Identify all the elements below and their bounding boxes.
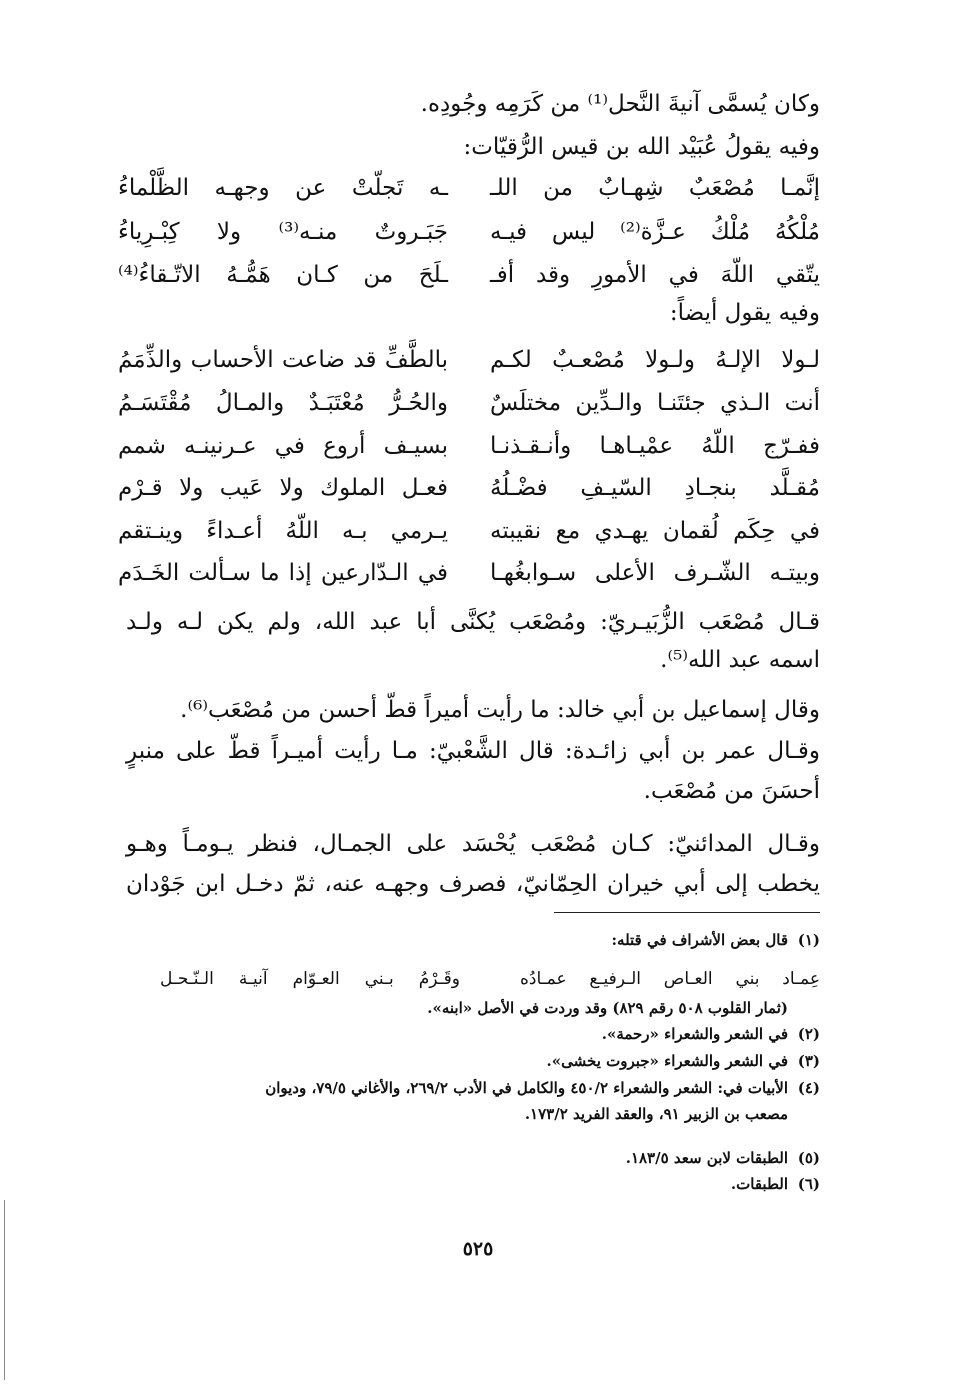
para-umar-line-1: وقـال عمر بن أبي زائـدة: قال الشَّعْبيّ: مـا رأيت أميـراً قطّ على منبرٍ — [126, 738, 820, 764]
footnote-number: (٥) — [797, 1149, 820, 1167]
footnote-text: الطبقات. — [730, 1175, 788, 1193]
footnote-5 — [626, 1146, 820, 1170]
para-madaini-line-2: يخطب إلى أبي خيران الحِمّانيّ، فصرف وجهـه عنه، ثمّ دخـل ابن جَوْدان — [126, 871, 820, 897]
verse-first-hemistich: لـولا الإلـهُ ولـولا مُصْعـبٌ لكـم — [490, 347, 820, 373]
para-zubayri-line-1: قـال مُصْعَب الزُّبَيـريّ: ومُصْعَب يُكنَّى أبا عبد الله، ولم يكن لـه ولـد — [126, 609, 820, 635]
footnote-4 — [265, 1076, 820, 1100]
footnote-4-line-2: مصعب بن الزبير ٩١، والعقد الفريد ١٧٣/٢. — [524, 1105, 788, 1123]
footnote-6 — [731, 1172, 820, 1196]
poem2-verse-3 — [118, 426, 820, 466]
verse-second-hemistich: بسيـف أروع في عـرنينـه شمم — [118, 433, 448, 459]
footnote-number: (٤) — [797, 1079, 820, 1097]
verse-first-hemistich: يتّقي اللّهَ في الأمورِ وقد أفـ — [490, 262, 820, 288]
verse-first-hemistich: مُقـلَّد بنجـادِ السّيـفِ فضْـلُهُ — [490, 475, 820, 501]
intro-line-1: وكان يُسمَّى آنيةَ النَّحل⁽¹⁾ من كَرَمِه وجُودِه. — [420, 91, 820, 117]
verse-first-hemistich: ففـرّج اللّهُ عمْيـاهـا وأنـقـذنـا — [490, 433, 820, 459]
footnote-separator — [554, 912, 820, 913]
verse-second-hemistich: والحُـرُّ مُعْتَبَـدٌ والمـالُ مُقْتَسَـمُ — [118, 390, 448, 416]
footnote-1-source: (ثمار القلوب ٥٠٨ رقم ٨٢٩) وقد وردت في الأصل «ابنه». — [427, 999, 788, 1017]
verse-second-hemistich: ـلَحَ من كـان هَمُّـهُ الاتّـقاءُ⁽⁴⁾ — [118, 262, 448, 288]
footnote-text: في الشعر والشعراء «جبروت يخشى». — [546, 1052, 788, 1070]
footnote-number: (٣) — [797, 1052, 820, 1070]
verse-first-hemistich: أنت الـذي جئتَنـا والـدِّين مختلَسٌ — [490, 390, 820, 416]
footnote-3 — [547, 1049, 820, 1073]
footnote-text: الأبيات في: الشعر والشعراء ٤٥٠/٢ والكامل في الأدب ٢٦٩/٢، والأغاني ٧٩/٥، وديوان — [265, 1079, 788, 1097]
page-number: ٥٢٥ — [462, 1238, 494, 1260]
footnote-1-verse — [160, 966, 820, 992]
verse-first-hemistich: في حِكَم لُقمان يهـدي مع نقيبته — [490, 518, 820, 544]
poem2-verse-1 — [118, 340, 820, 380]
verse-second-hemistich: ـه تَجلّتْ عن وجهـه الظَّلْماءُ — [118, 175, 448, 201]
footnote-text: الطبقات لابن سعد ١٨٣/٥. — [625, 1149, 788, 1167]
poem2-verse-4 — [118, 468, 820, 508]
poem2-verse-2 — [118, 383, 820, 423]
poem2-verse-6 — [118, 553, 820, 593]
footnote-number: (٦) — [797, 1175, 820, 1193]
footnote-number: (٢) — [797, 1025, 820, 1043]
poem2-verse-5 — [118, 511, 820, 551]
verse-second-hemistich: جَبَـروتٌ منـه⁽³⁾ ولا كِبْـرِياءُ — [118, 219, 448, 245]
footnote-2 — [602, 1022, 820, 1046]
verse-second-hemistich: بالطَّفِّ قد ضاعت الأحساب والذِّمَمُ — [118, 347, 448, 373]
verse-second-hemistich: وقَـرْمُ بـني العـوّام آنيـة الـنّـحـل — [160, 969, 460, 989]
verse-second-hemistich: يـرمي بـه اللّهُ أعـداءً وينـتقم — [118, 518, 448, 544]
poem1-verse-3 — [118, 255, 820, 295]
verse-first-hemistich: إنَّمـا مُصْعَبٌ شِهـابٌ من اللـ — [490, 175, 820, 201]
para-madaini-line-1: وقـال المدائنيّ: كـان مُصْعَب يُحْسَد على الجمـال، فنظر يـومـاً وهـو — [126, 831, 820, 857]
verse-second-hemistich: فعـل الملوك ولا عَيب ولا قـرْم — [118, 475, 448, 501]
poem1-verse-2 — [118, 212, 820, 252]
intro-line-2: وفيه يقولُ عُبَيْد الله بن قيس الرُّقيّات: — [463, 134, 820, 160]
footnote-text: قال بعض الأشراف في قتله: — [611, 931, 788, 949]
footnote-number: (١) — [797, 931, 820, 949]
footnote-text: في الشعر والشعراء «رحمة». — [601, 1025, 788, 1043]
verse-first-hemistich: مُلْكُهُ مُلْكُ عـزَّة⁽²⁾ ليس فيـه — [490, 219, 821, 245]
verse-first-hemistich: عِمـاد بني العـاص الـرفيـع عمـادُه — [520, 969, 820, 989]
binding-edge-line — [4, 1200, 5, 1380]
poem2-intro: وفيه يقول أيضاً: — [669, 300, 820, 326]
para-umar-line-2: أحسَنَ من مُصْعَب. — [643, 778, 820, 804]
verse-first-hemistich: وبيتـه الشّـرف الأعلى سـوابغُهـا — [490, 560, 820, 586]
poem1-verse-1 — [118, 168, 820, 208]
footnote-1 — [611, 928, 820, 952]
verse-second-hemistich: في الـدّارعين إذا ما سـألت الخَـدَم — [118, 560, 448, 586]
para-ismail: وقال إسماعيل بن أبي خالد: ما رأيت أميراً قطّ أحسن من مُصْعَب⁽⁶⁾. — [180, 697, 820, 723]
para-zubayri-line-2: اسمه عبد الله⁽⁵⁾. — [660, 647, 820, 673]
